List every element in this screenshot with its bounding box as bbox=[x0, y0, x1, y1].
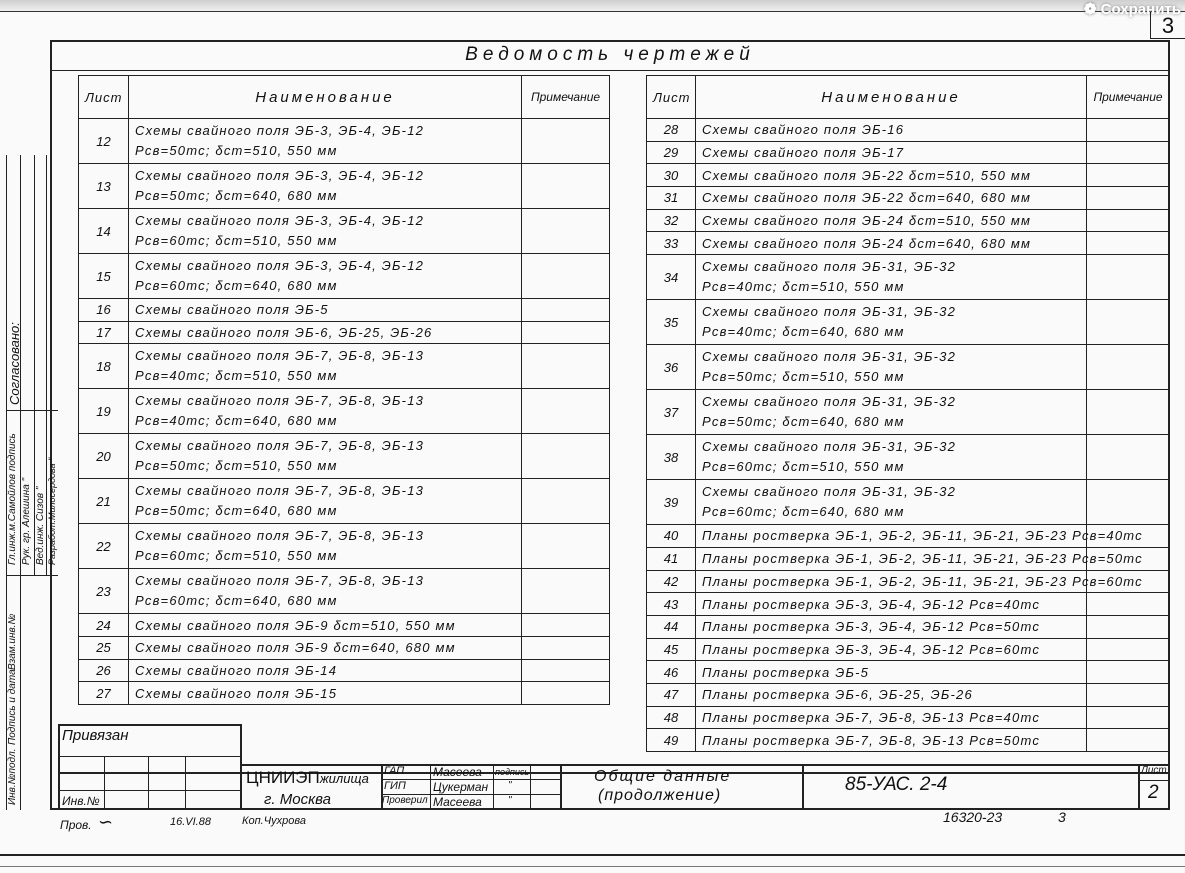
table-row bbox=[647, 570, 1170, 593]
sheet-number: 17 bbox=[79, 321, 129, 344]
archive-number: 16320-23 bbox=[943, 809, 1003, 825]
sheet-name-line: Схемы свайного поля ЭБ-31, ЭБ-32 bbox=[702, 304, 957, 320]
sheet-number: 35 bbox=[647, 300, 696, 345]
sheet-note bbox=[1087, 661, 1170, 684]
check-date: 16.VI.88 bbox=[170, 816, 211, 828]
page-edge bbox=[0, 854, 1185, 856]
podpis-data-label: Подпись и дата bbox=[7, 669, 18, 745]
drawings-table-right bbox=[646, 75, 1170, 752]
sheet-name bbox=[696, 300, 1087, 345]
table-row bbox=[79, 614, 610, 637]
sheet-name-line: Планы ростверка ЭБ-3, ЭБ-4, ЭБ-12 Рсв=50тс bbox=[702, 619, 1041, 635]
table-row bbox=[647, 729, 1170, 752]
sheet-name bbox=[129, 209, 522, 254]
name-gip: Цукерман bbox=[433, 780, 489, 794]
table-row bbox=[79, 434, 610, 479]
sheet-note bbox=[522, 164, 610, 209]
gl-eng-role: Гл.инж.м. bbox=[7, 521, 18, 565]
sheet-number: 46 bbox=[647, 661, 696, 684]
sheet-name bbox=[129, 164, 522, 209]
sheet-name-line: Схемы свайного поля ЭБ-6, ЭБ-25, ЭБ-26 bbox=[135, 325, 433, 341]
ved-eng-role: Вед.инж. bbox=[35, 523, 46, 565]
table-row bbox=[647, 390, 1170, 435]
sheet-name bbox=[696, 729, 1087, 752]
table-row bbox=[647, 683, 1170, 706]
table-row bbox=[79, 637, 610, 660]
top-strip bbox=[0, 0, 1185, 12]
sheet-number: 13 bbox=[79, 164, 129, 209]
archive-page: 3 bbox=[1058, 809, 1066, 825]
sheet-name-line: Схемы свайного поля ЭБ-3, ЭБ-4, ЭБ-12 bbox=[135, 123, 425, 138]
sheet-name bbox=[129, 389, 522, 434]
ruk-gr-name: Алешина bbox=[21, 484, 32, 527]
sheet-name-line: Рсв=60тс; δст=640, 680 мм bbox=[702, 504, 905, 520]
sheet-name-line: Рсв=40тс; δст=640, 680 мм bbox=[702, 324, 905, 340]
sheet-name bbox=[696, 570, 1143, 593]
sheet-name-line: Рсв=60тс; δст=510, 550 мм bbox=[135, 233, 338, 248]
org-name: ЦНИИЭП bbox=[246, 768, 320, 787]
signature-scribble: ∽ bbox=[98, 812, 114, 833]
inv-no-label: Инв.№ bbox=[62, 794, 100, 808]
table-row bbox=[647, 232, 1170, 255]
approval-sidebar bbox=[6, 155, 58, 810]
table-row bbox=[647, 141, 1170, 164]
sheet-number: 24 bbox=[79, 614, 129, 637]
sheet-note bbox=[1087, 119, 1170, 142]
sheet-number: 22 bbox=[79, 524, 129, 569]
sheet-name-line: Планы ростверка ЭБ-1, ЭБ-2, ЭБ-11, ЭБ-21, ЭБ-23 Рсв=60тс bbox=[702, 573, 1143, 589]
table-row bbox=[647, 615, 1170, 638]
table-row bbox=[647, 300, 1170, 345]
sheet-name-line: Планы ростверка ЭБ-5 bbox=[702, 664, 870, 680]
sheet-name-line: Схемы свайного поля ЭБ-31, ЭБ-32 bbox=[702, 439, 957, 455]
table-row bbox=[647, 345, 1170, 390]
save-button[interactable]: ❁ Сохранить bbox=[1083, 1, 1181, 18]
header-num: Лист bbox=[79, 76, 129, 119]
signature-label: подпись bbox=[7, 433, 18, 472]
sheet-name-line: Схемы свайного поля ЭБ-5 bbox=[135, 302, 329, 318]
sheet-name bbox=[129, 254, 522, 299]
copied-by: Коп.Чухрова bbox=[242, 815, 306, 827]
name-gap: Масеева bbox=[433, 765, 482, 779]
sheet-name bbox=[129, 119, 522, 164]
sheet-note bbox=[1087, 683, 1170, 706]
sheet-number: 31 bbox=[647, 187, 696, 210]
sheet-name-line: Рсв=60тс; δст=510, 550 мм bbox=[135, 548, 338, 564]
org-suffix: жилища bbox=[319, 771, 369, 786]
sheet-number: 2 bbox=[1148, 782, 1159, 803]
sheet-name bbox=[696, 547, 1143, 570]
sheet-name bbox=[696, 661, 1087, 684]
sheet-note bbox=[1087, 390, 1170, 435]
organization bbox=[246, 768, 369, 788]
sheet-name-line: Схемы свайного поля ЭБ-7, ЭБ-8, ЭБ-13 bbox=[135, 483, 425, 499]
table-row bbox=[647, 547, 1170, 570]
table-row bbox=[647, 255, 1170, 300]
sheet-name-line: Схемы свайного поля ЭБ-3, ЭБ-4, ЭБ-12 bbox=[135, 213, 425, 228]
sheet-name-line: Рсв=50тс; δст=640, 680 мм bbox=[135, 188, 338, 203]
role-gip: ГИП bbox=[384, 780, 406, 792]
sheet-note bbox=[1087, 232, 1170, 255]
sheet-name-line: Рсв=50тс; δст=640, 680 мм bbox=[135, 503, 338, 519]
table-row bbox=[647, 525, 1170, 548]
sheet-name bbox=[129, 344, 522, 389]
sheet-name-line: Схемы свайного поля ЭБ-16 bbox=[702, 122, 905, 138]
sheet-name-line: Схемы свайного поля ЭБ-24 δст=640, 680 мм bbox=[702, 235, 1032, 251]
city: г. Москва bbox=[264, 791, 331, 808]
sheet-name-line: Планы ростверка ЭБ-1, ЭБ-2, ЭБ-11, ЭБ-21, ЭБ-23 Рсв=50тс bbox=[702, 551, 1143, 567]
table-row bbox=[79, 344, 610, 389]
sheet-number: 29 bbox=[647, 141, 696, 164]
header-num: Лист bbox=[647, 76, 696, 119]
table-row bbox=[647, 119, 1170, 142]
sheet-name-line: Схемы свайного поля ЭБ-17 bbox=[702, 145, 905, 161]
sheet-title-2: (продолжение) bbox=[598, 787, 722, 804]
sheet-name-line: Рсв=50тс; δст=510, 550 мм bbox=[135, 458, 338, 474]
checked-label: Пров. bbox=[60, 818, 92, 832]
sheet-number: 36 bbox=[647, 345, 696, 390]
sheet-note bbox=[1087, 164, 1170, 187]
table-row bbox=[79, 321, 610, 344]
table-row bbox=[647, 435, 1170, 480]
ditto: " bbox=[47, 457, 57, 461]
ved-eng-label bbox=[35, 487, 46, 565]
table-row bbox=[647, 661, 1170, 684]
sheet-name bbox=[696, 164, 1087, 187]
sheet-name bbox=[129, 524, 522, 569]
sheet-note bbox=[522, 682, 610, 705]
sheet-number: 42 bbox=[647, 570, 696, 593]
sheet-name-line: Схемы свайного поля ЭБ-9 δст=510, 550 мм bbox=[135, 617, 456, 633]
sheet-title-1: Общие данные bbox=[594, 768, 732, 785]
table-row bbox=[647, 593, 1170, 616]
sheet-name bbox=[696, 141, 1087, 164]
sign-gap: подпись bbox=[495, 767, 530, 777]
sheet-note bbox=[522, 569, 610, 614]
sheet-name bbox=[129, 614, 522, 637]
header-name: Наименование bbox=[696, 76, 1087, 119]
sheet-note bbox=[522, 344, 610, 389]
sheet-number: 39 bbox=[647, 480, 696, 525]
sheet-number: 21 bbox=[79, 479, 129, 524]
table-row bbox=[79, 209, 610, 254]
sheet-note bbox=[1087, 141, 1170, 164]
sheet-name bbox=[696, 187, 1087, 210]
razrab-role: Разработ. bbox=[47, 520, 57, 565]
sheet-note bbox=[1087, 435, 1170, 480]
sheet-note bbox=[522, 389, 610, 434]
divider bbox=[50, 70, 1170, 71]
save-label: Сохранить bbox=[1100, 1, 1181, 18]
vzam-inv-label: Взам.инв.№ bbox=[7, 613, 18, 670]
sheet-number: 32 bbox=[647, 209, 696, 232]
sheet-number: 18 bbox=[79, 344, 129, 389]
sheet-name-line: Рсв=50тс; δст=510, 550 мм bbox=[135, 143, 338, 158]
page-number-top: 3 bbox=[1150, 12, 1185, 39]
table-row bbox=[79, 682, 610, 705]
sheet-name bbox=[696, 209, 1087, 232]
sheet-note bbox=[522, 637, 610, 660]
sheet-name-line: Схемы свайного поля ЭБ-31, ЭБ-32 bbox=[702, 349, 957, 365]
ruk-gr-role: Рук. гр. bbox=[21, 529, 32, 565]
sign-gip: " bbox=[508, 780, 512, 791]
sheet-name-line: Схемы свайного поля ЭБ-24 δст=510, 550 мм bbox=[702, 213, 1032, 229]
sheet-note bbox=[1087, 593, 1170, 616]
table-row bbox=[647, 638, 1170, 661]
sheet-name-line: Схемы свайного поля ЭБ-7, ЭБ-8, ЭБ-13 bbox=[135, 573, 425, 589]
sheet-number: 16 bbox=[79, 299, 129, 322]
privyazan-label: Привязан bbox=[62, 727, 129, 744]
sheet-name bbox=[696, 345, 1087, 390]
sheet-name-line: Схемы свайного поля ЭБ-3, ЭБ-4, ЭБ-12 bbox=[135, 168, 425, 183]
table-row bbox=[79, 254, 610, 299]
sheet-note bbox=[522, 524, 610, 569]
name-checked: Масеева bbox=[433, 795, 482, 809]
sheet-name-line: Планы ростверка ЭБ-7, ЭБ-8, ЭБ-13 Рсв=40тс bbox=[702, 709, 1041, 725]
sheet-note bbox=[522, 659, 610, 682]
sheet-name bbox=[696, 593, 1087, 616]
sheet-number: 40 bbox=[647, 525, 696, 548]
sheet-name-line: Рсв=50тс; δст=510, 550 мм bbox=[702, 369, 905, 385]
sheet-number: 33 bbox=[647, 232, 696, 255]
sheet-note bbox=[522, 479, 610, 524]
sheet-name bbox=[129, 682, 522, 705]
sheet-number: 34 bbox=[647, 255, 696, 300]
sheet-name bbox=[696, 232, 1087, 255]
razrab-name: Милосердова bbox=[47, 463, 57, 521]
sign-checked: " bbox=[508, 795, 512, 806]
sheet-number: 44 bbox=[647, 615, 696, 638]
sheet-number: 48 bbox=[647, 706, 696, 729]
table-row bbox=[79, 659, 610, 682]
table-row bbox=[647, 209, 1170, 232]
sheet-note bbox=[522, 614, 610, 637]
razrab-label bbox=[47, 458, 57, 565]
sheet-name bbox=[129, 569, 522, 614]
sheet-number: 26 bbox=[79, 659, 129, 682]
sheet-number: 45 bbox=[647, 638, 696, 661]
sheet-name-line: Схемы свайного поля ЭБ-31, ЭБ-32 bbox=[702, 484, 957, 500]
sheet-note bbox=[522, 321, 610, 344]
drawings-table-left bbox=[78, 75, 610, 705]
page-edge-2 bbox=[0, 866, 1185, 867]
table-row bbox=[647, 480, 1170, 525]
inv-podl-label: Инв.№подл. bbox=[7, 748, 18, 805]
sheet-name-line: Планы ростверка ЭБ-6, ЭБ-25, ЭБ-26 bbox=[702, 687, 973, 703]
sheet-note bbox=[1087, 706, 1170, 729]
sheet-name-line: Рсв=60тс; δст=640, 680 мм bbox=[135, 593, 338, 609]
sheet-note bbox=[1087, 638, 1170, 661]
sheet-name-line: Схемы свайного поля ЭБ-3, ЭБ-4, ЭБ-12 bbox=[135, 258, 425, 273]
table-row bbox=[647, 187, 1170, 210]
sheet-number: 38 bbox=[647, 435, 696, 480]
sheet-number: 15 bbox=[79, 254, 129, 299]
sheet-name-line: Схемы свайного поля ЭБ-15 bbox=[135, 685, 338, 701]
header-name: Наименование bbox=[129, 76, 522, 119]
sheet-name-line: Планы ростверка ЭБ-7, ЭБ-8, ЭБ-13 Рсв=50тс bbox=[702, 732, 1041, 748]
gl-eng-name: Самойлов bbox=[7, 473, 18, 522]
sheet-number: 14 bbox=[79, 209, 129, 254]
sheet-name-line: Планы ростверка ЭБ-3, ЭБ-4, ЭБ-12 Рсв=40тс bbox=[702, 596, 1041, 612]
sheet-name bbox=[129, 434, 522, 479]
sheet-name bbox=[696, 683, 1087, 706]
sheet-note bbox=[1087, 209, 1170, 232]
sheet-name-line: Схемы свайного поля ЭБ-7, ЭБ-8, ЭБ-13 bbox=[135, 528, 425, 544]
sheet-number: 20 bbox=[79, 434, 129, 479]
sheet-name bbox=[696, 480, 1087, 525]
sheet-number: 41 bbox=[647, 547, 696, 570]
sheet-name bbox=[696, 119, 1087, 142]
sheet-name bbox=[129, 659, 522, 682]
sheet-number: 19 bbox=[79, 389, 129, 434]
sheet-number: 12 bbox=[79, 119, 129, 164]
sheet-name-line: Планы ростверка ЭБ-1, ЭБ-2, ЭБ-11, ЭБ-21, ЭБ-23 Рсв=40тс bbox=[702, 528, 1143, 544]
sheet-note bbox=[522, 434, 610, 479]
sheet-name-line: Рсв=40тс; δст=640, 680 мм bbox=[135, 413, 338, 429]
sheet-name-line: Схемы свайного поля ЭБ-14 bbox=[135, 663, 338, 679]
document-title: Ведомость чертежей bbox=[465, 44, 755, 65]
sheet-label: Лист bbox=[1141, 765, 1167, 776]
sheet-name-line: Схемы свайного поля ЭБ-22 δст=640, 680 мм bbox=[702, 190, 1032, 206]
sheet-name-line: Схемы свайного поля ЭБ-22 δст=510, 550 мм bbox=[702, 167, 1032, 183]
table-row bbox=[79, 299, 610, 322]
table-row bbox=[79, 389, 610, 434]
sheet-note bbox=[1087, 345, 1170, 390]
sheet-name-line: Схемы свайного поля ЭБ-7, ЭБ-8, ЭБ-13 bbox=[135, 438, 425, 454]
sheet-number: 25 bbox=[79, 637, 129, 660]
sheet-name bbox=[696, 255, 1087, 300]
sheet-name bbox=[129, 299, 522, 322]
sheet-name bbox=[696, 706, 1087, 729]
sheet-number: 43 bbox=[647, 593, 696, 616]
sheet-note bbox=[1087, 729, 1170, 752]
ved-eng-name: Сизов bbox=[35, 492, 46, 522]
sheet-note bbox=[1087, 480, 1170, 525]
header-note: Примечание bbox=[1087, 76, 1170, 119]
table-row bbox=[647, 164, 1170, 187]
sheet-name-line: Планы ростверка ЭБ-3, ЭБ-4, ЭБ-12 Рсв=60тс bbox=[702, 641, 1041, 657]
sheet-number: 37 bbox=[647, 390, 696, 435]
sheet-note bbox=[522, 119, 610, 164]
role-checked: Проверил bbox=[382, 795, 428, 806]
sheet-note bbox=[1087, 300, 1170, 345]
sheet-number: 49 bbox=[647, 729, 696, 752]
sheet-name bbox=[129, 321, 522, 344]
table-row bbox=[647, 706, 1170, 729]
sheet-note bbox=[522, 299, 610, 322]
sheet-name bbox=[696, 390, 1087, 435]
sheet-name bbox=[129, 479, 522, 524]
sheet-name-line: Схемы свайного поля ЭБ-7, ЭБ-8, ЭБ-13 bbox=[135, 393, 425, 409]
sheet-name-line: Рсв=40тс; δст=510, 550 мм bbox=[135, 368, 338, 384]
sheet-number: 23 bbox=[79, 569, 129, 614]
agreed-label: Согласовано: bbox=[7, 322, 22, 405]
sheet-name bbox=[696, 638, 1087, 661]
sheet-number: 27 bbox=[79, 682, 129, 705]
table-row bbox=[79, 164, 610, 209]
role-gap: ГАП bbox=[384, 765, 405, 777]
table-row bbox=[79, 524, 610, 569]
gl-eng-label bbox=[7, 433, 18, 565]
sheet-name-line: Схемы свайного поля ЭБ-31, ЭБ-32 bbox=[702, 259, 957, 275]
document-code: 85-УАС. 2-4 bbox=[845, 774, 948, 795]
table-row bbox=[79, 479, 610, 524]
sheet-note bbox=[1087, 615, 1170, 638]
table-row bbox=[79, 569, 610, 614]
sheet-name bbox=[696, 615, 1087, 638]
sheet-name bbox=[696, 525, 1143, 548]
sheet-name bbox=[696, 435, 1087, 480]
sheet-number: 47 bbox=[647, 683, 696, 706]
sheet-name-line: Рсв=60тс; δст=510, 550 мм bbox=[702, 459, 905, 475]
sheet-number: 30 bbox=[647, 164, 696, 187]
sheet-note bbox=[1087, 187, 1170, 210]
sheet-name-line: Рсв=40тс; δст=510, 550 мм bbox=[702, 279, 905, 295]
sheet-name bbox=[129, 637, 522, 660]
sheet-name-line: Рсв=60тс; δст=640, 680 мм bbox=[135, 278, 338, 293]
ditto: " bbox=[35, 486, 46, 491]
ruk-gr-label bbox=[21, 478, 32, 565]
sheet-name-line: Схемы свайного поля ЭБ-31, ЭБ-32 bbox=[702, 394, 957, 410]
sheet-name-line: Схемы свайного поля ЭБ-7, ЭБ-8, ЭБ-13 bbox=[135, 348, 425, 364]
header-note: Примечание bbox=[522, 76, 610, 119]
sheet-number: 28 bbox=[647, 119, 696, 142]
sheet-note bbox=[522, 209, 610, 254]
ditto: " bbox=[21, 477, 32, 482]
sheet-name-line: Рсв=50тс; δст=640, 680 мм bbox=[702, 414, 905, 430]
sheet-name-line: Схемы свайного поля ЭБ-9 δст=640, 680 мм bbox=[135, 640, 456, 656]
sheet-note bbox=[1087, 255, 1170, 300]
sheet-note bbox=[522, 254, 610, 299]
table-row bbox=[79, 119, 610, 164]
